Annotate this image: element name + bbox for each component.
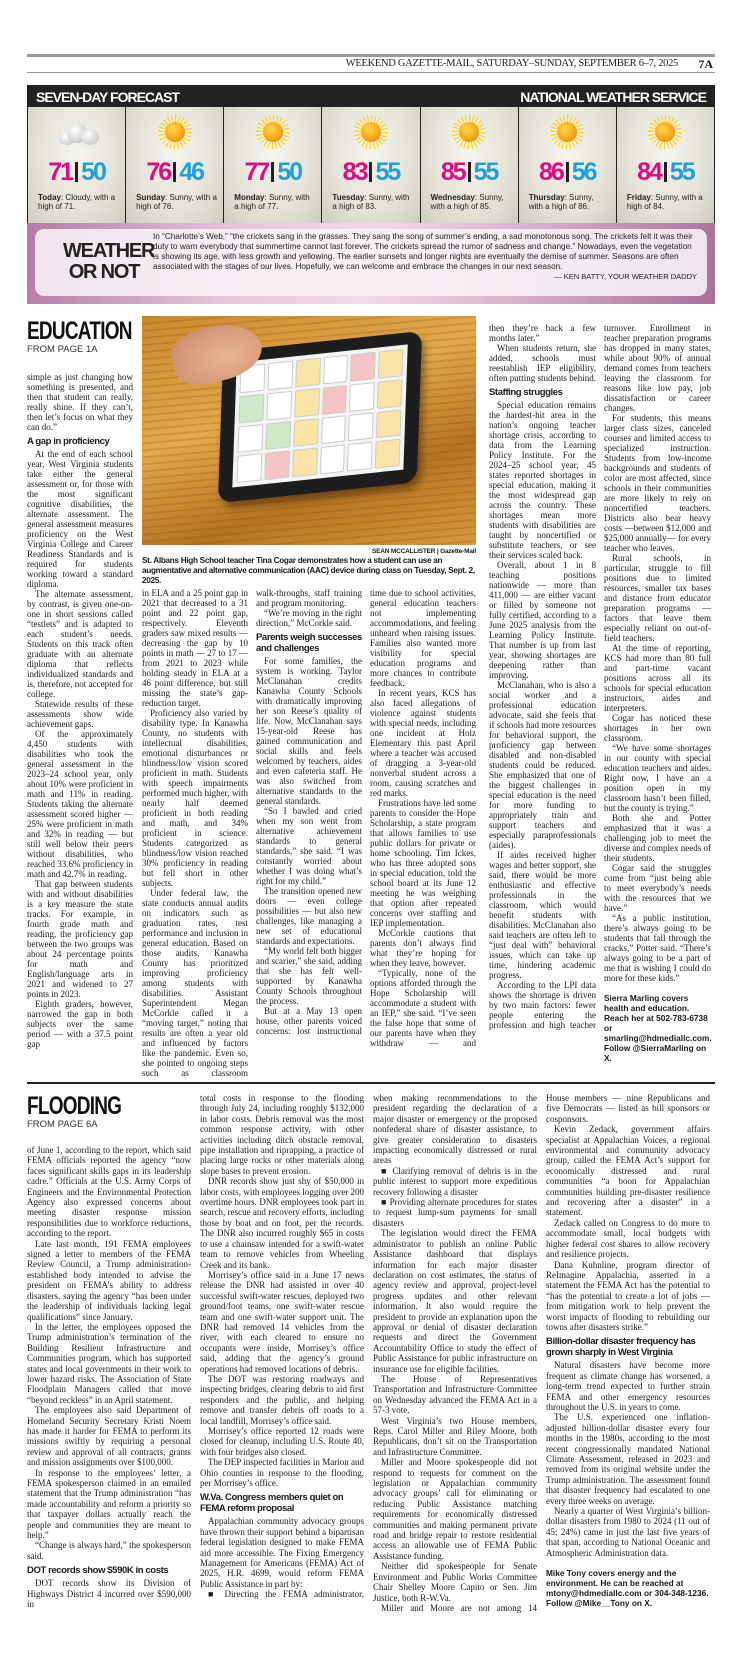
forecast-day (421, 107, 518, 223)
page-number: 7A (698, 57, 713, 71)
paragraph: ■ Providing alternate procedures for states to request lump-sum payments for small disasters (373, 1197, 537, 1228)
high-temp: 86 (538, 158, 563, 186)
temperatures (617, 159, 714, 185)
paragraph: in ELA and a 25 point gap in 2021 that decreased to a 31 point and 22 point gap, respectively. Eleventh graders saw mixed results — decreasing the gap by 10 points in math — 27 to 17 — from 2021 to 2023 while holding steady in ELA at a 46 point difference, but still missing the state’s gap-reduction target. (142, 588, 248, 708)
section-heading: FLOODING (27, 1092, 122, 1120)
photo-caption: St. Albans High School teacher Tina Cogar demonstrates how a student can use an augmentative and alternative communication (AAC) device during class on Tuesday, Sept. 2, 2025. (142, 556, 475, 585)
header-rule-top (27, 54, 715, 57)
paragraph: Miller and Moore spokespeople did not respond to requests for comment on the legislation or Appalachian community advocacy groups’ call for eliminating or reducing Public Assistance matching requirements for economically distressed communities and making permanent private road and bridge repair to restore residential access an allowable use of FEMA Public Assistance funding. (373, 1457, 537, 1561)
high-temp: 71 (48, 158, 73, 186)
high-temp: 84 (637, 158, 661, 186)
day-name: Thursday (528, 193, 565, 202)
jump-line: FROM PAGE 6A (27, 1119, 98, 1130)
paragraph: For students, this means larger class sizes, canceled courses and limited access to specialized instruction. Students from low-income backgrounds and students of color are most affected, since schools in their communities are more likely to rely on noncertified teachers. Districts also bear heavy costs —between $12,000 and $25,000 annually— for every teacher who leaves. (604, 413, 711, 553)
paragraph: The alternate assessment, by contrast, is given one-on-one in short sessions called “testlets” and is adapted to each student’s needs. Students on this track often graduate with an alternate diploma that reflects individualized standards and is, therefore, not accepted for college. (27, 589, 133, 699)
paragraph: At the time of reporting, KCS had more than 80 full and part-time vacant positions across all its schools for special education instructors, aides and interpreters. (604, 643, 711, 713)
paragraph: “Change is always hard,” the spokesperson said. (27, 1540, 191, 1561)
author-tagline: Mike Tony covers energy and the environment. He can be reached at mtony@hdmediallc.com or 304-348-1236. Follow @Mike__Tony on X. (546, 1568, 709, 1609)
article-column (546, 1093, 710, 1608)
sun-icon (452, 115, 486, 149)
forecast-title: SEVEN-DAY FORECAST (36, 88, 180, 105)
paragraph: The DOT was restoring roadways and inspecting bridges, clearing debris to aid first responders and the public, and helping remove and transfer debris off roads to a local landfill, Morrisey’s office said. (200, 1373, 364, 1426)
paragraph: Special education remains the hardest-hit area in the nation’s ongoing teacher shortage crisis, according to data from the Learning Policy Institute. For the 2024–25 school year, 45 states reported shortages in special education, making it the most widespread gap across the country. These shortages mean more students with disabilities are taught by noncertified or substitute teachers, or see their services scaled back. (489, 400, 596, 560)
author-tagline: Sierra Marling covers health and education. Reach her at 502-783-6738 or smarling@hdmediallc.com. Follow @SierraMarling on X. (604, 993, 712, 1063)
paragraph: simple as just changing how something is presented, and then that student can really, really shine. If they can’t, then let’s focus on what they can do.” (27, 372, 133, 432)
forecast-day (617, 107, 714, 223)
seven-day-forecast (27, 85, 715, 223)
day-text: : Sunny, with a high of 85. (430, 193, 504, 211)
paragraph: Late last month, 191 FEMA employees signed a letter to members of the FEMA Review Council, a Trump administration-established body intended to advise the president on FEMA’s ability to address disasters, saying the agency “has been under the leadership of individuals lacking legal qualifications” since January. (27, 1238, 191, 1322)
paragraph: “We have some shortages in our county with special education teachers and aides. Right now, I have an a position open in my classroom hasn’t been filled, but the county is trying.” (604, 743, 711, 813)
temperatures (519, 159, 616, 185)
paragraph: time due to school activities, general education teachers not implementing accommodations, and feeling unheard when raising issues. Families also wanted more visibility for special education programs and more chances to contribute feedback. (370, 588, 476, 688)
forecast-source: NATIONAL WEATHER SERVICE (520, 88, 706, 105)
paragraph: of June 1, according to the report, which said FEMA officials reported the agency “now faces significant skills gaps in its leadership cadre.” Officials at the U.S. Army Corps of Engineers and the Environmental Protection Agency also expressed concerns about meeting disaster response mission responsibilities due to workforce reductions, according to the report. (27, 1145, 191, 1239)
paragraph: then they’re back a few months later.” (489, 323, 596, 343)
paragraph: House members — nine Republicans and five Democrats — listed as bill sponsors or cosponsors. (546, 1093, 710, 1124)
subheading: Billion-dollar disaster frequency has grown sharply in West Virginia (546, 1336, 696, 1359)
forecast-description (38, 193, 119, 211)
paragraph: when making recommendations to the president regarding the declaration of a major disaster or emergency or the proposed nonfederal share of disaster assistance, to give greater consideration to disasters impacting economically distressed or rural areas (373, 1093, 537, 1166)
paragraph: The U.S. experienced one inflation-adjusted billion-dollar disaster every four months in the 1980s, according to the most recent congressionally mandated National Climate Assessment, released in 2023 and removed from its original website under the Trump administration. The assessment found that disaster frequency had escalated to one every three weeks on average. (546, 1412, 710, 1506)
paragraph: DNR records show just shy of $50,000 in labor costs, with employees logging over 200 overtime hours. DNR employees took part in search, rescue and recovery efforts, including those by boat and on foot, per the records. The DNR also incurred roughly $65 in costs to use a chainsaw intended for a swift-water team to remove vehicles from Wheeling Creek and its bank. (200, 1176, 364, 1270)
subheading: Staffing struggles (489, 387, 563, 398)
paragraph: DOT records show its Division of Highways District 4 incurred over $590,000 in (27, 1578, 191, 1610)
paragraph: Both she and Potter emphasized that it was a challenging job to meet the diverse and complex needs of their students. (604, 813, 711, 863)
paragraph: Zedack called on Congress to do more to accommodate small, local budgets with higher federal cost shares to allow recovery and resilience projects. (546, 1217, 710, 1260)
paragraph: Cogar said the struggles come from “just being able to meet everybody’s needs with the resources that we have.” (604, 863, 711, 913)
low-temp: 55 (473, 158, 498, 186)
paragraph: ■ Clarifying removal of debris is in the public interest to support more expeditious recovery following a disaster (373, 1165, 537, 1197)
paragraph: Rural schools, in particular, struggle to fill positions due to limited resources, smaller tax bases and distance from educator preparation programs — factors that leave them especially reliant on out-of-field teachers. (604, 553, 711, 643)
forecast-description (627, 193, 708, 211)
weather-or-not-box (35, 229, 707, 296)
forecast-description (529, 193, 610, 211)
paragraph: Morrisey’s office said in a June 17 news release the DNR had assisted in over 40 successful swift-water rescues, deployed two ground/foot teams, one swift-water rescue team and one swift-water support unit. The DNR had removed 14 vehicles from the river, with each cleared to ensure no occupants were inside, Morrisey’s office said, adding that the agency’s ground operations had removed locations of debris. (200, 1269, 364, 1374)
paragraph: Appalachian community advocacy groups have thrown their support behind a bipartisan federal legislation designed to make FEMA aid more accessible. The Fixing Emergency Management for Americans (FEMA) Act of 2025, H.R. 4699, would reform FEMA Public Assistance in part by: (200, 1516, 364, 1589)
paragraph: In the letter, the employees opposed the Trump administration’s termination of the Building Resilient Infrastructure and Communities program, which has supported states and local governments in their work to lower hazard risks. The Association of State Floodplain Managers called that move “beyond reckless” in an April statement. (27, 1321, 191, 1405)
forecast-day (126, 107, 223, 223)
temperatures (224, 159, 321, 185)
paragraph: West Virginia’s two House members, Reps. Carol Miller and Riley Moore, both Republicans, don’t sit on the Transportation and Infrastructure Committee. (373, 1415, 537, 1457)
paragraph: Kevin Zedack, government affairs specialist at Appalachian Voices, a regional environmental and community advocacy group, called the FEMA Act’s support for economically distressed and rural communities “a boon for Appalachian communities building pre-disaster resilience and recovering after a disaster” in a statement. (546, 1124, 710, 1218)
forecast-day (224, 107, 321, 223)
temperatures (126, 159, 223, 185)
paragraph: McCorkle cautions that parents don’t always find what they’re hoping for when they leave, however. (370, 928, 476, 968)
day-name: Today (38, 193, 61, 202)
flooding-header (27, 1093, 151, 1130)
sun-icon (550, 115, 584, 149)
article-column (200, 1093, 364, 1600)
low-temp: 50 (277, 158, 302, 186)
paragraph: Miller and Moore are not among 14 (381, 1602, 537, 1613)
paragraph: That gap between students with and without disabilities is a key measure the state tracks. For example, in fourth grade math and reading, the proficiency gap between the two groups was about 24 percentage points for math and English/language arts in 2021 and widened to 27 points in 2023. (27, 879, 133, 999)
day-name: Friday (626, 193, 651, 202)
sun-icon (354, 115, 388, 149)
low-temp: 55 (375, 158, 400, 186)
paragraph: Natural disasters have become more frequent as climate change has worsened, a long-term trend expected to further strain FEMA and other emergency resources throughout the U.S. in years to come. (546, 1360, 710, 1412)
day-name: Monday (234, 193, 265, 202)
paragraph: walk-throughs, staff training and program monitoring. (256, 588, 362, 608)
forecast-day (28, 107, 125, 223)
paragraph: Proficiency also varied by disability type. In Kanawha County, no students with intellectual disabilities, emotional disturbances or blindness/low vision scored proficient in math. Students with speech impairments performed much higher, with nearly half deemed proficient in both reading and math, and 34% proficient in science. Students categorized as blindness/low vision reached 30% proficiency in reading but fell short in other subjects. (142, 708, 248, 888)
low-temp: 55 (669, 158, 694, 186)
paragraph: The transition opened new doors — even college possibilities — but also new challenges, like managing a new set of educational standards and expectations. (256, 886, 362, 946)
paragraph: Of the approximately 4,450 students with disabilities who took the general assessment in the 2023–24 school year, only about 10% were proficient in math and 11% in reading. Students taking the alternate assessment scored higher — 25% were proficient in math and 32% in reading — but still well below their peers without disabilities, who reached 33.6% proficiency in math and 42.7% in reading. (27, 729, 133, 879)
section-divider (27, 1082, 715, 1084)
paragraph: “My world felt both bigger and scarier,” she said, adding that she has felt well-supported by Kanawha County Schools throughout the process. (256, 946, 362, 1006)
day-text: : Sunny, with a high of 83. (332, 193, 410, 211)
article-column (27, 1145, 191, 1609)
paragraph: total costs in response to the flooding through July 24, including roughly $132,000 in labor costs. Debris removal was the most common response activity, with other activities including ditch obstacle removal, pipe installation and riprapping, a practice of placing large rocks or other materials along slope bases to prevent erosion. (200, 1093, 364, 1176)
day-text: : Sunny, with a high of 84. (626, 193, 703, 211)
paragraph: Morrisey’s office reported 12 roads were closed for cleanup, including U.S. Route 40, with four bridges also closed. (200, 1426, 364, 1457)
paragraph: Overall, about 1 in 8 teaching positions nationwide — more than 411,000 — are either vacant or filled by someone not fully certified, according to a June 2025 analysis from the Learning Policy Institute. That number is up from last year, showing shortages are deepening rather than improving. (489, 560, 596, 680)
low-temp: 56 (571, 158, 596, 186)
title-line-2: OR NOT (68, 261, 140, 283)
forecast-day (322, 107, 419, 223)
subheading: DOT records show $590K in costs (27, 1565, 169, 1577)
paragraph: In recent years, KCS has also faced allegations of violence against students with special needs, including one incident at Holz Elementary this past April where a teacher was accused of dragging a 3-year-old nonverbal student across a room, causing scratches and red marks. (370, 688, 476, 798)
sun-icon (158, 115, 192, 149)
paragraph: The House of Representatives Transportation and Infrastructure Committee on Wednesday advanced the FEMA Act in a 57-3 vote. (373, 1373, 537, 1416)
temperatures (322, 159, 419, 185)
day-text: : Sunny, with a high of 77. (234, 193, 310, 211)
day-name: Wednesday (430, 193, 475, 202)
weather-or-not-body: In “Charlotte’s Web,” “the crickets sang in the grasses. They sang the song of summer’s ending, a sad monotonous song. The crickets felt it was their duty to warn everybody that summertime cannot last forever. The crickets spread the rumor of sadness and change.” Nowadays, even the vegetation is showing its age, with less growth and yellowing. The earlier sunsets and longer nights are eventually the demise of summer. Seasons are often associated with the stages of our lives. Hopefully, we can welcome and embrace the changes in our next season. (153, 232, 693, 271)
paragraph: If aides received higher wages and better support, she said, there would be more enthusiastic and effective professionals in the classroom, which would benefit students with disabilities. McClanahan also said teachers are often left to “just deal with” behavioral issues, which can take up time, hindering academic progress. (489, 850, 596, 980)
paragraph: Dana Kuhnline, program director of ReImagine Appalachia, asserted in a statement the FEMA Act has the potential to “has the potential to create a lot of jobs — from mitigation work to help prevent the worst impacts of flooding to rebuilding our towns after disasters strike.” (546, 1259, 710, 1332)
paragraph: ■ Directing the FEMA administrator, (208, 1589, 364, 1600)
high-temp: 77 (244, 158, 269, 186)
paragraph: For some families, the system is working. Taylor McClanahan credits Kanawha County Schools with dramatically improving her son Reese’s quality of life. Now, McClanahan says 15-year-old Reese has gained communication and social skills and feels welcomed by teachers, aides and even cafeteria staff. He was also switched from alternative standards to the general standards. (256, 656, 362, 806)
paragraph: “As a public institution, there’s always going to be students that fall through the cracks,” Potter said. “There’s always going to be a part of me that is wishing I could do more for these kids.” (604, 913, 711, 983)
paragraph: But at a May 13 open house, other parents voiced concerns: lost instructional (256, 1006, 362, 1036)
paragraph: Statewide results of these assessments show wide achievement gaps. (27, 699, 133, 729)
temperatures (28, 159, 125, 185)
paragraph: The legislation would direct the FEMA administrator to publish an online Public Assistance dashboard that displays information for each major disaster declaration on cost estimates, the status of agency review and approval, project-level progress updates and other relevant information. It also would require the president to provide an explanation upon the approval or denial of disaster declaration requests and direct the Government Accountability Office to study the effect of Public Assistance for public infrastructure on insurance use for eligible facilities. (373, 1228, 537, 1374)
article-photo (142, 316, 476, 545)
paragraph: When students return, she added, schools must reestablish IEP eligibility, often putting students behind. (489, 343, 596, 383)
photo-credit: SEAN MCCALLISTER | Gazette-Mail (372, 548, 476, 555)
article-column (142, 588, 248, 1078)
forecast-title-bar (28, 86, 714, 107)
high-temp: 83 (342, 158, 367, 186)
paragraph: At the end of each school year, West Virginia students take either the general assessment or, for those with the most significant cognitive disabilities, the alternate assessment. The general assessment measures proficiency on the West Virginia College and Career Readiness Standards and is required for students working toward a standard diploma. (27, 449, 133, 589)
article-column (604, 323, 711, 1063)
weather-or-not-title (63, 240, 155, 283)
cloud-icon (55, 121, 99, 145)
paragraph: McClanahan, who is also a social worker and a professional education advocate, said she feels that if schools had more resources for behavioral support, the proficiency gap between disabled and non-disabled students could be reduced. She emphasized that one of the biggest challenges in special education is the need for more funding to appropriately train and support teachers and especially paraprofessionals (aides). (489, 680, 596, 850)
paragraph: Under federal law, the state conducts annual audits on indicators such as graduation rates, test performance and inclusion in general education. Based on those audits, Kanawha County has prioritized improving proficiency among students with disabilities. Assistant Superintendent Megan McCorkle called it a “moving target,” noting that results are often a year old and influenced by factors like the pandemic. Even so, she pointed to ongoing steps such as classroom (142, 888, 248, 1078)
day-text: : Sunny, with a high of 76. (136, 193, 217, 211)
temperatures (421, 159, 518, 185)
weather-or-not-signature: — KEN BATTY, YOUR WEATHER DADDY (554, 272, 697, 281)
weather-or-not (27, 223, 715, 304)
paragraph: “Typically, none of the options afforded through the Hope Scholarship will accommodate a student with an IEP,” she said. “I’ve seen the false hope that some of our parents have when they withdraw — and (370, 968, 476, 1048)
paragraph: “So I bawled and cried when my son went from alternative achievement standards to general standards,” she said. “I was constantly worried about whether I was doing what’s right for my child.” (256, 806, 362, 886)
masthead: WEEKEND GAZETTE-MAIL, SATURDAY–SUNDAY, SEPTEMBER 6–7, 2025 (345, 58, 678, 69)
forecast-description (136, 193, 217, 211)
header-rule-bottom (27, 72, 715, 73)
low-temp: 46 (179, 158, 204, 186)
article-column (27, 372, 133, 1049)
high-temp: 76 (146, 158, 171, 186)
article-column (489, 323, 596, 1030)
day-text: : Sunny, with a high of 86. (528, 193, 594, 211)
jump-line: FROM PAGE 1A (27, 344, 98, 355)
forecast-description (332, 193, 413, 211)
day-text: : Cloudy, with a high of 71. (38, 193, 116, 211)
sun-icon (256, 115, 290, 149)
paragraph: Cogar has noticed these shortages in her own classroom. (604, 713, 711, 743)
paragraph: “We’re moving in the right direction,” McCorkle said. (256, 608, 362, 628)
paragraph: According to the LPI data shows the shortage is driven by two main factors: fewer people entering the profession and high teacher (489, 980, 596, 1030)
subheading: Parents weigh successes and challenges (256, 632, 362, 654)
title-line-1: WEATHER (63, 240, 155, 262)
day-name: Tuesday (332, 193, 365, 202)
paragraph: turnover. Enrollment in teacher preparation programs has dropped in many states, while about 90% of annual demand comes from teachers leaving the classroom for reasons like low pay, job dissatisfaction or career changes. (604, 323, 711, 413)
day-name: Sunday (136, 193, 166, 202)
forecast-days (28, 107, 714, 223)
section-heading: EDUCATION (27, 317, 132, 345)
weather-or-not-text (153, 232, 697, 282)
forecast-day (519, 107, 616, 223)
high-temp: 85 (440, 158, 465, 186)
paragraph: Nearly a quarter of West Virginia’s billion-dollar disasters from 1980 to 2024 (11 out of 45; 24%) came in just the last five years of that span, according to National Oceanic and Atmospheric Administration data. (546, 1506, 710, 1558)
paragraph: The employees also said Department of Homeland Security Secretary Kristi Noem has made it harder for FEMA to perform its missions swiftly by requiring a personal review and approval of all contracts, grants and mission assignments over $100,000. (27, 1405, 191, 1468)
article-column (373, 1093, 537, 1613)
subheading: A gap in proficiency (27, 436, 110, 447)
paragraph: Frustrations have led some parents to consider the Hope Scholarship, a state program that allows families to use public dollars for private or home schooling. Tim Ickes, who has three adopted sons in special education, told the school board at its June 12 meeting he was weighing that option after repeated concerns over staffing and IEP implementation. (370, 798, 476, 928)
paragraph: In response to the employees’ letter, a FEMA spokesperson claimed in an emailed statement that the Trump administration “has made accountability and reform a priority so that taxpayer dollars actually reach the people and communities they are meant to help.” (27, 1467, 191, 1541)
sun-icon (648, 115, 682, 149)
subheading: W.Va. Congress members quiet on FEMA reform proposal (200, 1492, 344, 1515)
paragraph: Eighth graders, however, narrowed the gap in both subjects over the same period — with a 37.5 point gap (27, 999, 133, 1049)
article-column (370, 588, 476, 1048)
paragraph: Neither did spokespeople for Senate Environment and Public Works Committee Chair Shelley Moore Capito or Sen. Jim Justice, both R-W.Va. (373, 1561, 537, 1603)
paragraph: The DEP inspected facilities in Marion and Ohio counties in response to the flooding, per Morrisey’s office. (200, 1457, 364, 1489)
article-column (256, 588, 362, 1036)
forecast-description (234, 193, 315, 211)
forecast-description (431, 193, 512, 211)
education-header (27, 318, 137, 355)
low-temp: 50 (81, 158, 105, 186)
